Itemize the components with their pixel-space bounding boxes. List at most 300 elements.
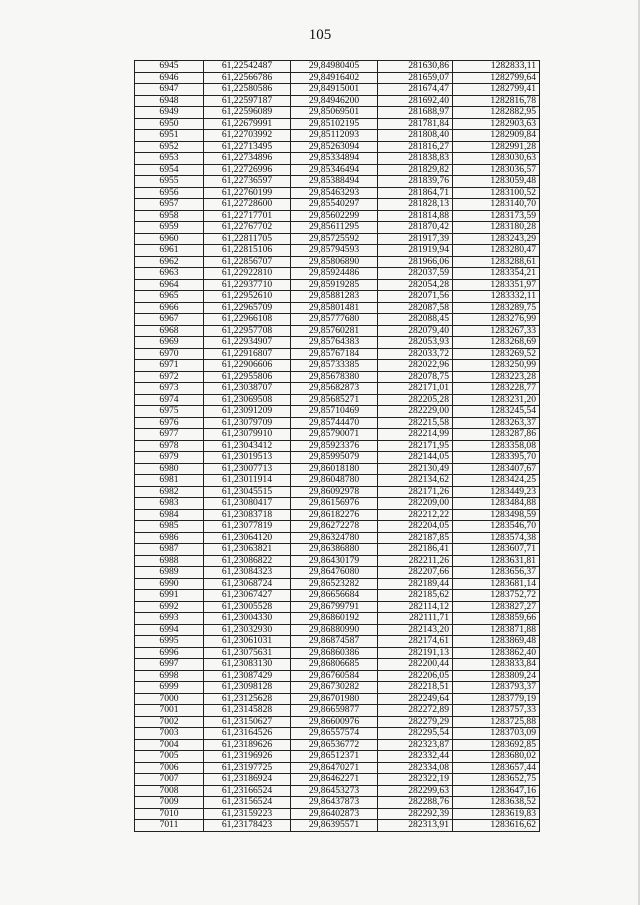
longitude-cell: 29,85733385 xyxy=(291,360,378,372)
table-row xyxy=(135,245,540,257)
x-coordinate-cell: 281674,47 xyxy=(378,84,453,96)
x-coordinate-cell: 282111,71 xyxy=(378,613,453,625)
y-coordinate-cell: 1283263,37 xyxy=(453,417,540,429)
y-coordinate-cell: 1283809,24 xyxy=(453,670,540,682)
table-row xyxy=(135,95,540,107)
longitude-cell: 29,86048780 xyxy=(291,475,378,487)
table-row xyxy=(135,820,540,832)
latitude-cell: 61,23045515 xyxy=(204,486,291,498)
point-number-cell: 6999 xyxy=(135,682,204,694)
table-row xyxy=(135,728,540,740)
latitude-cell: 61,22566786 xyxy=(204,72,291,84)
latitude-cell: 61,23032930 xyxy=(204,624,291,636)
table-row xyxy=(135,590,540,602)
latitude-cell: 61,23064120 xyxy=(204,532,291,544)
table-row xyxy=(135,164,540,176)
longitude-cell: 29,86182276 xyxy=(291,509,378,521)
point-number-cell: 6978 xyxy=(135,440,204,452)
x-coordinate-cell: 282211,26 xyxy=(378,555,453,567)
x-coordinate-cell: 282249,64 xyxy=(378,693,453,705)
x-coordinate-cell: 282279,29 xyxy=(378,716,453,728)
point-number-cell: 6991 xyxy=(135,590,204,602)
y-coordinate-cell: 1283657,44 xyxy=(453,762,540,774)
table-row xyxy=(135,61,540,73)
coordinates-table-container xyxy=(134,60,536,832)
latitude-cell: 61,23069508 xyxy=(204,394,291,406)
latitude-cell: 61,23077819 xyxy=(204,521,291,533)
longitude-cell: 29,86402873 xyxy=(291,808,378,820)
longitude-cell: 29,86092978 xyxy=(291,486,378,498)
table-row xyxy=(135,693,540,705)
longitude-cell: 29,86806685 xyxy=(291,659,378,671)
longitude-cell: 29,86656684 xyxy=(291,590,378,602)
latitude-cell: 61,23196926 xyxy=(204,751,291,763)
longitude-cell: 29,86799791 xyxy=(291,601,378,613)
x-coordinate-cell: 282087,58 xyxy=(378,302,453,314)
y-coordinate-cell: 1283424,25 xyxy=(453,475,540,487)
y-coordinate-cell: 1282903,63 xyxy=(453,118,540,130)
point-number-cell: 6970 xyxy=(135,348,204,360)
latitude-cell: 61,22966108 xyxy=(204,314,291,326)
point-number-cell: 6969 xyxy=(135,337,204,349)
longitude-cell: 29,85463293 xyxy=(291,187,378,199)
table-row xyxy=(135,682,540,694)
longitude-cell: 29,85767184 xyxy=(291,348,378,360)
point-number-cell: 6957 xyxy=(135,199,204,211)
latitude-cell: 61,22728600 xyxy=(204,199,291,211)
point-number-cell: 6966 xyxy=(135,302,204,314)
latitude-cell: 61,23007713 xyxy=(204,463,291,475)
point-number-cell: 6994 xyxy=(135,624,204,636)
longitude-cell: 29,85760281 xyxy=(291,325,378,337)
table-row xyxy=(135,233,540,245)
y-coordinate-cell: 1283140,70 xyxy=(453,199,540,211)
latitude-cell: 61,23083718 xyxy=(204,509,291,521)
y-coordinate-cell: 1282882,95 xyxy=(453,107,540,119)
latitude-cell: 61,23084323 xyxy=(204,567,291,579)
y-coordinate-cell: 1283267,33 xyxy=(453,325,540,337)
y-coordinate-cell: 1283100,52 xyxy=(453,187,540,199)
longitude-cell: 29,86437873 xyxy=(291,797,378,809)
latitude-cell: 61,22922810 xyxy=(204,268,291,280)
point-number-cell: 7011 xyxy=(135,820,204,832)
table-row xyxy=(135,84,540,96)
table-row xyxy=(135,463,540,475)
latitude-cell: 61,23043412 xyxy=(204,440,291,452)
x-coordinate-cell: 282171,26 xyxy=(378,486,453,498)
point-number-cell: 6953 xyxy=(135,153,204,165)
latitude-cell: 61,23156524 xyxy=(204,797,291,809)
x-coordinate-cell: 281814,88 xyxy=(378,210,453,222)
table-row xyxy=(135,314,540,326)
y-coordinate-cell: 1283619,83 xyxy=(453,808,540,820)
point-number-cell: 7006 xyxy=(135,762,204,774)
longitude-cell: 29,85764383 xyxy=(291,337,378,349)
table-row xyxy=(135,417,540,429)
longitude-cell: 29,86536772 xyxy=(291,739,378,751)
latitude-cell: 61,23011914 xyxy=(204,475,291,487)
point-number-cell: 7008 xyxy=(135,785,204,797)
x-coordinate-cell: 282295,54 xyxy=(378,728,453,740)
latitude-cell: 61,22906606 xyxy=(204,360,291,372)
point-number-cell: 6996 xyxy=(135,647,204,659)
x-coordinate-cell: 282218,51 xyxy=(378,682,453,694)
x-coordinate-cell: 281828,13 xyxy=(378,199,453,211)
x-coordinate-cell: 281781,84 xyxy=(378,118,453,130)
longitude-cell: 29,85919285 xyxy=(291,279,378,291)
y-coordinate-cell: 1283703,09 xyxy=(453,728,540,740)
point-number-cell: 6982 xyxy=(135,486,204,498)
x-coordinate-cell: 282088,45 xyxy=(378,314,453,326)
point-number-cell: 7000 xyxy=(135,693,204,705)
table-row xyxy=(135,739,540,751)
y-coordinate-cell: 1282816,78 xyxy=(453,95,540,107)
longitude-cell: 29,85801481 xyxy=(291,302,378,314)
x-coordinate-cell: 281659,07 xyxy=(378,72,453,84)
point-number-cell: 6998 xyxy=(135,670,204,682)
table-row xyxy=(135,521,540,533)
x-coordinate-cell: 282187,85 xyxy=(378,532,453,544)
latitude-cell: 61,22597187 xyxy=(204,95,291,107)
y-coordinate-cell: 1283871,88 xyxy=(453,624,540,636)
latitude-cell: 61,22542487 xyxy=(204,61,291,73)
latitude-cell: 61,22679991 xyxy=(204,118,291,130)
y-coordinate-cell: 1283793,37 xyxy=(453,682,540,694)
x-coordinate-cell: 282022,96 xyxy=(378,360,453,372)
x-coordinate-cell: 282186,41 xyxy=(378,544,453,556)
x-coordinate-cell: 282207,66 xyxy=(378,567,453,579)
latitude-cell: 61,22596089 xyxy=(204,107,291,119)
x-coordinate-cell: 282033,72 xyxy=(378,348,453,360)
point-number-cell: 6987 xyxy=(135,544,204,556)
latitude-cell: 61,23164526 xyxy=(204,728,291,740)
point-number-cell: 6956 xyxy=(135,187,204,199)
table-row xyxy=(135,348,540,360)
coordinates-table-body xyxy=(135,61,540,832)
table-row xyxy=(135,578,540,590)
y-coordinate-cell: 1283036,57 xyxy=(453,164,540,176)
y-coordinate-cell: 1283869,48 xyxy=(453,636,540,648)
longitude-cell: 29,85069501 xyxy=(291,107,378,119)
x-coordinate-cell: 282078,75 xyxy=(378,371,453,383)
point-number-cell: 6977 xyxy=(135,429,204,441)
x-coordinate-cell: 282292,39 xyxy=(378,808,453,820)
longitude-cell: 29,86512371 xyxy=(291,751,378,763)
latitude-cell: 61,22580586 xyxy=(204,84,291,96)
x-coordinate-cell: 282189,44 xyxy=(378,578,453,590)
y-coordinate-cell: 1282833,11 xyxy=(453,61,540,73)
x-coordinate-cell: 282143,20 xyxy=(378,624,453,636)
table-row xyxy=(135,716,540,728)
point-number-cell: 6985 xyxy=(135,521,204,533)
latitude-cell: 61,23087429 xyxy=(204,670,291,682)
x-coordinate-cell: 281870,42 xyxy=(378,222,453,234)
point-number-cell: 6986 xyxy=(135,532,204,544)
latitude-cell: 61,22952610 xyxy=(204,291,291,303)
x-coordinate-cell: 282334,08 xyxy=(378,762,453,774)
latitude-cell: 61,23086822 xyxy=(204,555,291,567)
point-number-cell: 7010 xyxy=(135,808,204,820)
longitude-cell: 29,85102195 xyxy=(291,118,378,130)
table-row xyxy=(135,429,540,441)
latitude-cell: 61,23080417 xyxy=(204,498,291,510)
table-row xyxy=(135,774,540,786)
latitude-cell: 61,23091209 xyxy=(204,406,291,418)
table-row xyxy=(135,394,540,406)
longitude-cell: 29,86701980 xyxy=(291,693,378,705)
latitude-cell: 61,23098128 xyxy=(204,682,291,694)
y-coordinate-cell: 1283757,33 xyxy=(453,705,540,717)
point-number-cell: 7005 xyxy=(135,751,204,763)
longitude-cell: 29,86462271 xyxy=(291,774,378,786)
x-coordinate-cell: 282171,01 xyxy=(378,383,453,395)
latitude-cell: 61,22767702 xyxy=(204,222,291,234)
y-coordinate-cell: 1283827,27 xyxy=(453,601,540,613)
point-number-cell: 6983 xyxy=(135,498,204,510)
coordinates-table xyxy=(134,60,540,832)
x-coordinate-cell: 282079,40 xyxy=(378,325,453,337)
x-coordinate-cell: 282171,95 xyxy=(378,440,453,452)
y-coordinate-cell: 1283647,16 xyxy=(453,785,540,797)
y-coordinate-cell: 1283656,37 xyxy=(453,567,540,579)
y-coordinate-cell: 1283288,61 xyxy=(453,256,540,268)
y-coordinate-cell: 1283546,70 xyxy=(453,521,540,533)
point-number-cell: 7009 xyxy=(135,797,204,809)
x-coordinate-cell: 282212,22 xyxy=(378,509,453,521)
x-coordinate-cell: 282332,44 xyxy=(378,751,453,763)
point-number-cell: 6951 xyxy=(135,130,204,142)
latitude-cell: 61,22957708 xyxy=(204,325,291,337)
point-number-cell: 6967 xyxy=(135,314,204,326)
table-row xyxy=(135,107,540,119)
latitude-cell: 61,23004330 xyxy=(204,613,291,625)
table-row xyxy=(135,406,540,418)
y-coordinate-cell: 1283245,54 xyxy=(453,406,540,418)
y-coordinate-cell: 1283332,11 xyxy=(453,291,540,303)
longitude-cell: 29,85794593 xyxy=(291,245,378,257)
table-row xyxy=(135,187,540,199)
y-coordinate-cell: 1283407,67 xyxy=(453,463,540,475)
latitude-cell: 61,23145828 xyxy=(204,705,291,717)
table-row xyxy=(135,705,540,717)
table-row xyxy=(135,544,540,556)
x-coordinate-cell: 281966,06 xyxy=(378,256,453,268)
y-coordinate-cell: 1283680,02 xyxy=(453,751,540,763)
x-coordinate-cell: 281919,94 xyxy=(378,245,453,257)
point-number-cell: 6948 xyxy=(135,95,204,107)
x-coordinate-cell: 282054,28 xyxy=(378,279,453,291)
table-row xyxy=(135,210,540,222)
y-coordinate-cell: 1283276,99 xyxy=(453,314,540,326)
longitude-cell: 29,85602299 xyxy=(291,210,378,222)
y-coordinate-cell: 1283395,70 xyxy=(453,452,540,464)
point-number-cell: 6984 xyxy=(135,509,204,521)
y-coordinate-cell: 1282991,28 xyxy=(453,141,540,153)
y-coordinate-cell: 1283268,69 xyxy=(453,337,540,349)
longitude-cell: 29,84915001 xyxy=(291,84,378,96)
longitude-cell: 29,86523282 xyxy=(291,578,378,590)
table-row xyxy=(135,153,540,165)
point-number-cell: 6989 xyxy=(135,567,204,579)
x-coordinate-cell: 281839,76 xyxy=(378,176,453,188)
y-coordinate-cell: 1283059,48 xyxy=(453,176,540,188)
y-coordinate-cell: 1283616,62 xyxy=(453,820,540,832)
longitude-cell: 29,85744470 xyxy=(291,417,378,429)
latitude-cell: 61,22934907 xyxy=(204,337,291,349)
longitude-cell: 29,85388494 xyxy=(291,176,378,188)
longitude-cell: 29,86018180 xyxy=(291,463,378,475)
table-row xyxy=(135,440,540,452)
point-number-cell: 6952 xyxy=(135,141,204,153)
longitude-cell: 29,85346494 xyxy=(291,164,378,176)
table-row xyxy=(135,72,540,84)
y-coordinate-cell: 1283725,88 xyxy=(453,716,540,728)
longitude-cell: 29,86880990 xyxy=(291,624,378,636)
table-row xyxy=(135,797,540,809)
x-coordinate-cell: 282272,89 xyxy=(378,705,453,717)
longitude-cell: 29,86730282 xyxy=(291,682,378,694)
x-coordinate-cell: 282214,99 xyxy=(378,429,453,441)
latitude-cell: 61,23197725 xyxy=(204,762,291,774)
x-coordinate-cell: 282053,93 xyxy=(378,337,453,349)
point-number-cell: 7001 xyxy=(135,705,204,717)
x-coordinate-cell: 282215,58 xyxy=(378,417,453,429)
table-row xyxy=(135,601,540,613)
y-coordinate-cell: 1283228,77 xyxy=(453,383,540,395)
y-coordinate-cell: 1283833,84 xyxy=(453,659,540,671)
x-coordinate-cell: 282185,62 xyxy=(378,590,453,602)
table-row xyxy=(135,337,540,349)
longitude-cell: 29,86430179 xyxy=(291,555,378,567)
longitude-cell: 29,86874587 xyxy=(291,636,378,648)
x-coordinate-cell: 282037,59 xyxy=(378,268,453,280)
table-row xyxy=(135,371,540,383)
table-row xyxy=(135,808,540,820)
point-number-cell: 7004 xyxy=(135,739,204,751)
table-row xyxy=(135,555,540,567)
latitude-cell: 61,22726996 xyxy=(204,164,291,176)
point-number-cell: 6988 xyxy=(135,555,204,567)
longitude-cell: 29,85710469 xyxy=(291,406,378,418)
latitude-cell: 61,23019513 xyxy=(204,452,291,464)
latitude-cell: 61,23038707 xyxy=(204,383,291,395)
x-coordinate-cell: 282313,91 xyxy=(378,820,453,832)
x-coordinate-cell: 282205,28 xyxy=(378,394,453,406)
table-row xyxy=(135,762,540,774)
longitude-cell: 29,86557574 xyxy=(291,728,378,740)
longitude-cell: 29,85112093 xyxy=(291,130,378,142)
table-row xyxy=(135,509,540,521)
y-coordinate-cell: 1282799,64 xyxy=(453,72,540,84)
x-coordinate-cell: 281917,39 xyxy=(378,233,453,245)
point-number-cell: 7003 xyxy=(135,728,204,740)
y-coordinate-cell: 1283859,66 xyxy=(453,613,540,625)
y-coordinate-cell: 1283289,75 xyxy=(453,302,540,314)
table-row xyxy=(135,268,540,280)
latitude-cell: 61,22955806 xyxy=(204,371,291,383)
y-coordinate-cell: 1283354,21 xyxy=(453,268,540,280)
longitude-cell: 29,86395571 xyxy=(291,820,378,832)
longitude-cell: 29,85334894 xyxy=(291,153,378,165)
point-number-cell: 6964 xyxy=(135,279,204,291)
latitude-cell: 61,23159223 xyxy=(204,808,291,820)
longitude-cell: 29,86386880 xyxy=(291,544,378,556)
longitude-cell: 29,86272278 xyxy=(291,521,378,533)
longitude-cell: 29,85777680 xyxy=(291,314,378,326)
latitude-cell: 61,23125628 xyxy=(204,693,291,705)
point-number-cell: 6947 xyxy=(135,84,204,96)
longitude-cell: 29,86659877 xyxy=(291,705,378,717)
x-coordinate-cell: 282323,87 xyxy=(378,739,453,751)
table-row xyxy=(135,498,540,510)
latitude-cell: 61,22937710 xyxy=(204,279,291,291)
point-number-cell: 7002 xyxy=(135,716,204,728)
y-coordinate-cell: 1283231,20 xyxy=(453,394,540,406)
latitude-cell: 61,23150627 xyxy=(204,716,291,728)
latitude-cell: 61,23075631 xyxy=(204,647,291,659)
x-coordinate-cell: 282174,61 xyxy=(378,636,453,648)
table-row xyxy=(135,199,540,211)
table-row xyxy=(135,222,540,234)
table-row xyxy=(135,532,540,544)
table-row xyxy=(135,751,540,763)
table-row xyxy=(135,302,540,314)
point-number-cell: 6981 xyxy=(135,475,204,487)
point-number-cell: 6976 xyxy=(135,417,204,429)
point-number-cell: 6961 xyxy=(135,245,204,257)
y-coordinate-cell: 1282909,84 xyxy=(453,130,540,142)
longitude-cell: 29,85682873 xyxy=(291,383,378,395)
y-coordinate-cell: 1283287,86 xyxy=(453,429,540,441)
point-number-cell: 6992 xyxy=(135,601,204,613)
point-number-cell: 6980 xyxy=(135,463,204,475)
latitude-cell: 61,23061031 xyxy=(204,636,291,648)
longitude-cell: 29,85881283 xyxy=(291,291,378,303)
latitude-cell: 61,22760199 xyxy=(204,187,291,199)
x-coordinate-cell: 282200,44 xyxy=(378,659,453,671)
table-row xyxy=(135,670,540,682)
y-coordinate-cell: 1283681,14 xyxy=(453,578,540,590)
x-coordinate-cell: 282191,13 xyxy=(378,647,453,659)
latitude-cell: 61,23067427 xyxy=(204,590,291,602)
x-coordinate-cell: 282206,05 xyxy=(378,670,453,682)
x-coordinate-cell: 282288,76 xyxy=(378,797,453,809)
longitude-cell: 29,84916402 xyxy=(291,72,378,84)
latitude-cell: 61,23083130 xyxy=(204,659,291,671)
point-number-cell: 6949 xyxy=(135,107,204,119)
latitude-cell: 61,22717701 xyxy=(204,210,291,222)
longitude-cell: 29,85790071 xyxy=(291,429,378,441)
table-row xyxy=(135,624,540,636)
table-row xyxy=(135,141,540,153)
longitude-cell: 29,85263094 xyxy=(291,141,378,153)
x-coordinate-cell: 281688,97 xyxy=(378,107,453,119)
latitude-cell: 61,23178423 xyxy=(204,820,291,832)
x-coordinate-cell: 282204,05 xyxy=(378,521,453,533)
y-coordinate-cell: 1283351,97 xyxy=(453,279,540,291)
table-row xyxy=(135,659,540,671)
point-number-cell: 6945 xyxy=(135,61,204,73)
latitude-cell: 61,22815106 xyxy=(204,245,291,257)
x-coordinate-cell: 282209,00 xyxy=(378,498,453,510)
table-row xyxy=(135,647,540,659)
x-coordinate-cell: 282299,63 xyxy=(378,785,453,797)
y-coordinate-cell: 1282799,41 xyxy=(453,84,540,96)
table-row xyxy=(135,475,540,487)
y-coordinate-cell: 1283223,28 xyxy=(453,371,540,383)
point-number-cell: 6975 xyxy=(135,406,204,418)
point-number-cell: 6990 xyxy=(135,578,204,590)
